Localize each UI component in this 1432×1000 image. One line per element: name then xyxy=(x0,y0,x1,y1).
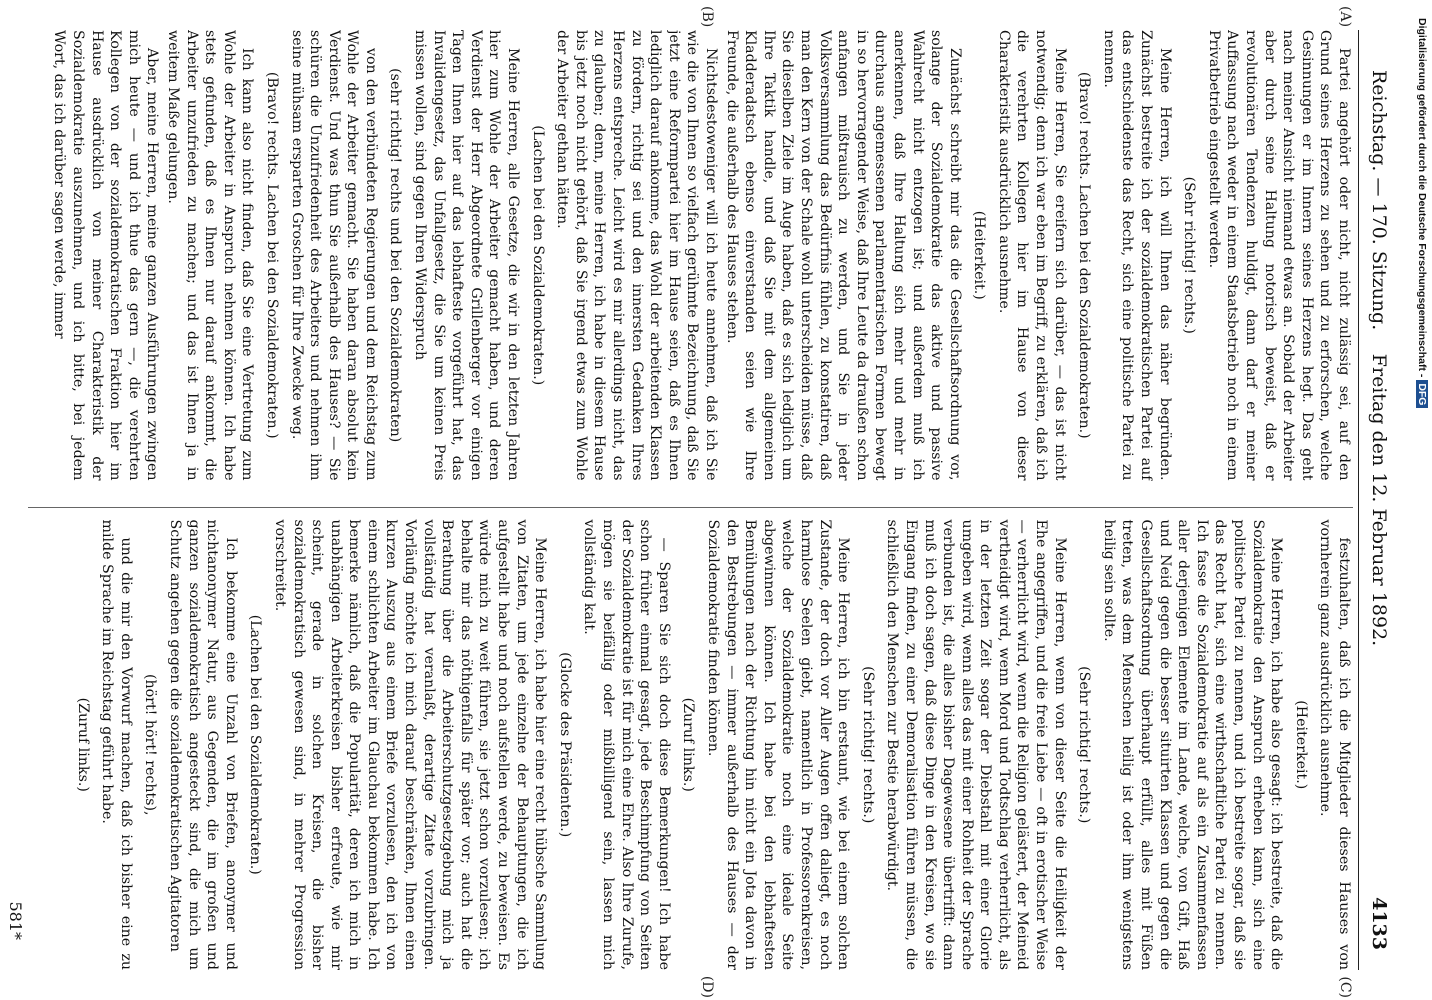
text-column-right xyxy=(28,507,1353,971)
text-column-left xyxy=(28,30,1353,481)
paragraph: Partei angehört oder nicht, nicht zulässig sei, auf den Grund seines Herzens zu sehen und zu erforschen, welche Gesinnungen er im Innern seines Herzens hegt. Das geht nach meiner Ansicht niemand etwas an. Sobald der Arbeiter aber durch seine Haltung notorisch beweist, daß er revolutionären Tendenzen huldigt, dann darf er meiner Auffassung nach weder in einem Staatsbetrieb noch in einem Privatbetrieb eingestellt werden. xyxy=(1205,30,1352,481)
paragraph: Aber, meine Herren, meine ganzen Ausführungen zwingen mich heute — und ich thue das gern —, die verehrten Kollegen von der sozialdemokratischen Fraktion hier im Hause ausdrücklich von meiner Charakteristik der Sozialdemokratie auszunehmen, und ich bitte, bei jedem Wort, das ich darüber sagen werde, immer xyxy=(51,30,161,481)
header-page-number: 4133 xyxy=(1368,897,1390,950)
paragraph: Ich kann also nicht finden, daß Sie eine Vertretung zum Wohle der Arbeiter in Anspruch nehmen können. Ich habe stets gefunden, daß es Ihnen nur darauf ankommt, die Arbeiter unzufrieden zu machen; und das ist Ihnen ja in weitem Maße gelungen. xyxy=(164,30,256,481)
paragraph: Zunächst schreibt mir das die Gesellschaftsordnung vor, solange der Sozialdemokratie das aktive und passive Wahlrecht nicht entzogen ist; und außerdem muß ich anerkennen, daß Ihre Haltung sich mehr und mehr in durchaus angemessenen parlamentarischen Formen bewegt in so hervorragender Weise, daß Ihre Leute da draußen schon anfangen mißtrauisch zu werden, und Sie in jeder Volksversammlung das Bedürfnis fühlen, zu konstatiren, daß man den Kern von der Schale wohl unterscheiden müsse, daß Sie dieselben Ziele im Auge haben, daß es sich lediglich um Ihre Taktik handle, und daß Sie mit dem allgemeinen Kladderadatsch ebenso einverstanden seien wie Ihre Freunde, die außerhalb des Hauses stehen. xyxy=(723,30,963,481)
digitization-credit xyxy=(1416,18,1428,408)
interjection: (Bravo! rechts. Lachen bei den Sozialdemokraten.) xyxy=(263,71,280,439)
interjection: (Glocke des Präsidenten.) xyxy=(556,652,573,838)
interjection: (Bravo! rechts. Lachen bei den Sozialdemokraten.) xyxy=(1076,71,1093,439)
digitization-credit-text: Digitalisierung gefördert durch die Deutsche Forschungsgemeinschaft - xyxy=(1416,18,1428,378)
paragraph: Nichtsdestoweniger will ich heute annehmen, daß ich Sie wie die von Ihnen so vielfach gerühmte Bezeichnung, daß Sie jetzt eine Reformpartei hier im Hause seien, daß es Ihnen lediglich darauf ankomme, das Wohl der arbeitenden Klassen zu fördern, richtig sei und den innersten Gedanken Ihres Herzens entspreche. Leicht wird es mir allerdings nicht, das zu glauben; denn, meine Herren, ich habe in diesem Hause bis jetzt noch nicht gehört, daß Sie irgend etwas zum Wohle der Arbeiter gethan hätten. xyxy=(554,30,719,481)
interjection: (hört! hört! rechts), xyxy=(142,673,159,816)
page-header xyxy=(1358,30,1399,970)
paragraph: Meine Herren, ich habe hier eine recht hübsche Sammlung von Zitaten, um jede einzelne der Behauptungen, die ich aufgestellt habe und noch aufstellen werde, zu beweisen. Es würde mich zu weit führen, sie jetzt schon vorzulesen; ich behalte mir das nöthigenfalls für später vor; auch hat die Berathung über die Arbeiterschutzgesetzgebung mich ja vollständig hat veranlaßt, derartige Zitate vorzubringen. Vorläufig möchte ich mich darauf beschränken, Ihnen einen kurzen Auszug aus einem Briefe vorzulesen, den ich von einem schlichten Arbeiter im Glauchau bekommen habe. Ich bemerke nämlich, daß die Popularität, deren ich mich in unabhängigen Arbeiterkreisen bisher erfreute, wie mir scheint, gerade in solchen Kreisen, die bisher sozialdemokratisch gewesen sind, in mehrer Progression vorschreitet. xyxy=(271,519,549,970)
interjection: (Sehr richtig! rechts.) xyxy=(1076,666,1093,824)
paragraph: Ich bekomme eine Unzahl von Briefen, anonymer und nichtanonymer Natur, aus Gegenden, die im großen und ganzen sozialdemokratisch angesteckt sind, die mich um Schutz angehen gegen die sozialdemokratischen Agitatoren xyxy=(166,519,239,970)
text-columns xyxy=(28,30,1353,970)
paragraph: und die mir den Vorwurf machen, daß ich bisher eine zu milde Sprache im Reichstag geführt habe. xyxy=(99,519,134,970)
paragraph: von den verbündeten Regierungen und dem Reichstag zum Wohle der Arbeiter gemacht. Sie haben daran absolut kein Verdienst. Und was thun Sie außerhalb des Hauses? — Sie schüren die Unzufriedenheit des Arbeiters und nehmen ihm seine mühsam ersparten Groschen für Ihre Zwecke weg. xyxy=(288,30,379,481)
interjection: (Lachen bei den Sozialdemokraten.) xyxy=(529,125,546,386)
interjection: (Zuruf links.) xyxy=(680,697,697,792)
printer-signature: 581* xyxy=(6,901,25,940)
header-session: Reichstag. — 170. Sitzung. xyxy=(1368,70,1390,331)
interjection: (Heiterkeit.) xyxy=(971,210,988,300)
paragraph: Meine Herren, wenn von dieser Seite die Heiligkeit der Ehe angegriffen, und die freie Liebe — oft in erotischer Weise — verherrlicht wird, wenn die Religion gelästert, der Meineid vertheidigt wird, wenn Mord und Todtschlag verherrlicht, als in der letzten Zeit sogar der Diebstahl mit einer Glorie umgeben wird, wenn alles das mit einer Rohheit der Sprache verbunden ist, die alles bisher Dagewesene übertrifft: dann muß ich doch sagen, daß diese Dinge in den Kreisen, wo sie Eingang finden, zu einer Demoralisation führen müssen, die schließlich den Menschen zur Bestie herabwürdigt. xyxy=(884,519,1068,970)
margin-marker-d: (D) xyxy=(699,975,715,998)
header-date: Freitag den 12. Februar 1892. xyxy=(1368,353,1390,647)
interjection: (Heiterkeit.) xyxy=(1292,700,1309,790)
paragraph: festzuhalten, daß ich die Mitglieder dieses Hauses von vornherein ganz ausdrücklich ausnehme. xyxy=(1317,519,1352,970)
paragraph: — Sparen Sie sich doch diese Bemerkungen! Ich habe schon früher einmal gesagt, jede Beschimpfung von Seiten der Sozialdemokratie ist für mich eine Ehre. Also Ihre Zurufe, mögen sie beifällig oder mißbilligend sein, lassen mich vollständig kalt. xyxy=(581,519,672,970)
interjection: (Sehr richtig! rechts.) xyxy=(1181,176,1198,334)
interjection: (Zuruf links.) xyxy=(74,697,91,792)
paragraph: Meine Herren, ich will Ihnen das näher begründen. Zunächst bestreite ich der sozialdemokratischen Partei auf das entschiedenste das Recht, sich eine politische Partei zu nennen. xyxy=(1100,30,1173,481)
dfg-logo: DFG xyxy=(1416,380,1428,408)
margin-marker-c: (C) xyxy=(1337,976,1353,998)
paragraph: Meine Herren, ich bin erstaunt, wie bei einem solchen Zustande, der doch vor Aller Augen offen daliegt, es noch harmlose Seelen giebt, namentlich in Professorenkreisen, welche der Sozialdemokratie noch eine ideale Seite abgewinnen können. Ich habe bei den lebhaftesten Bemühungen nach der Richtung hin nicht ein Jota davon in den Bestrebungen — immer außerhalb des Hauses — der Sozialdemokratie finden können. xyxy=(705,519,852,970)
paragraph: Meine Herren, ich habe also gesagt: ich bestreite, daß die Sozialdemokratie den Anspruch erheben kann, sich eine politische Partei zu nennen, und ich bestreite sogar, daß sie das Recht hat, sich eine wirthschaftliche Partei zu nennen. Ich fasse die Sozialdemokratie auf als ein Zusammenfassen aller derjenigen Elemente im Lande, welche, von Gift, Haß und Neid gegen die besser situirten Klassen und gegen die Gesellschaftsordnung überhaupt erfüllt, alles mit Füßen treten, was dem Menschen heilig ist oder ihm wenigstens heilig sein sollte. xyxy=(1100,519,1285,970)
interjection: (Sehr richtig! rechts.) xyxy=(859,666,876,824)
interjection: (sehr richtig! rechts und bei den Sozialdemokraten) xyxy=(387,68,404,443)
margin-marker-b: (B) xyxy=(699,6,715,28)
paragraph: Meine Herren, Sie ereifern sich darüber, — das ist nicht notwendig; denn ich war eben im Begriff, zu erklären, daß ich die verehrten Kollegen hier im Hause von dieser Charakteristik ausdrücklich ausnehme. xyxy=(995,30,1068,481)
margin-marker-a: (A) xyxy=(1337,6,1353,28)
paragraph: Meine Herren, alle Gesetze, die wir in den letzten Jahren hier zum Wohle der Arbeiter gemacht haben, und deren Verdienst der Herr Abgeordnete Grillenberger vor einigen Tagen Ihnen hier auf das lebhafteste vorgeführt hat, das Invalidengesetz, das Unfallgesetz, die Sie um keinen Preis missen wollen, sind gegen Ihren Widerspruch xyxy=(412,30,522,481)
interjection: (Lachen bei den Sozialdemokraten.) xyxy=(247,614,264,875)
digitization-side-label xyxy=(1412,0,1428,1000)
